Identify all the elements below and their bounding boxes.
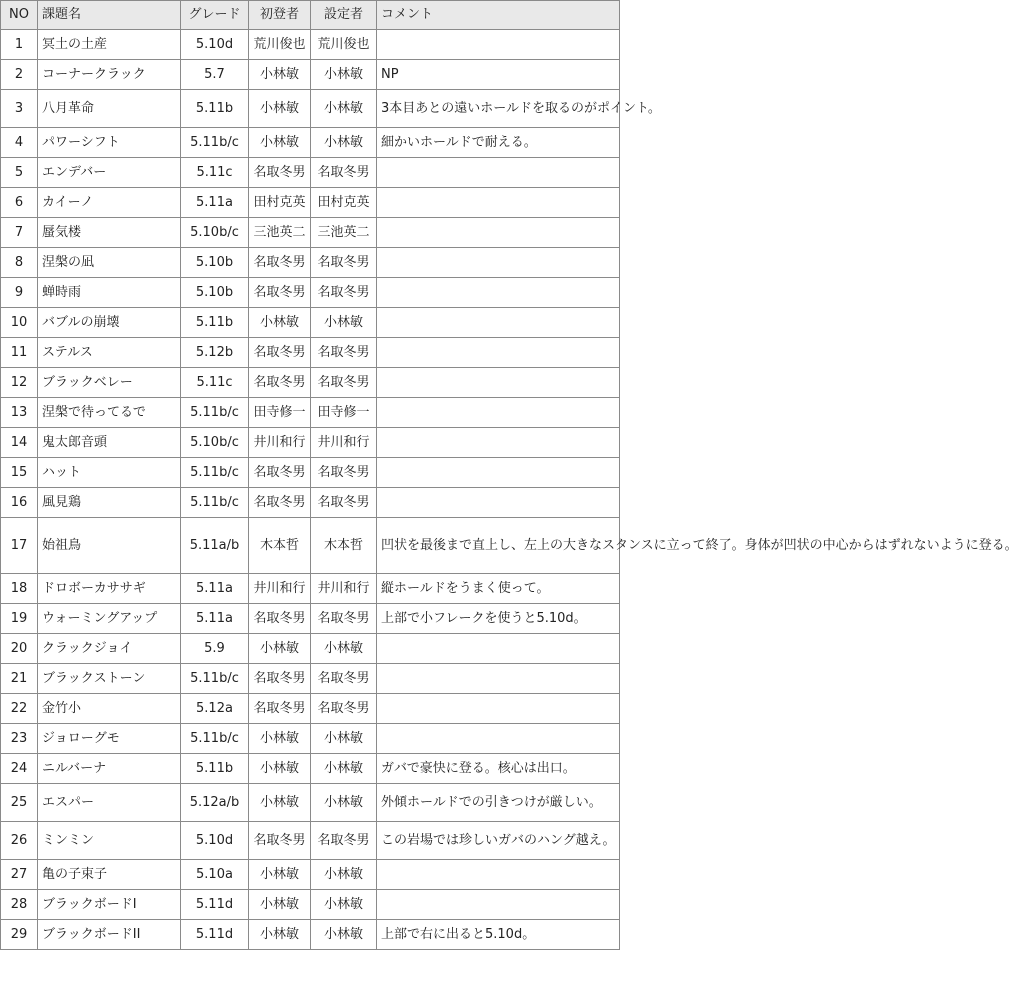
cell-comment	[377, 308, 620, 338]
cell-first-ascent: 名取冬男	[249, 368, 311, 398]
cell-first-ascent: 名取冬男	[249, 488, 311, 518]
cell-grade: 5.10b	[181, 278, 249, 308]
cell-comment	[377, 488, 620, 518]
cell-first-ascent: 小林敏	[249, 890, 311, 920]
cell-first-ascent: 小林敏	[249, 754, 311, 784]
cell-no: 17	[1, 518, 38, 574]
cell-setter: 名取冬男	[311, 822, 377, 860]
cell-route-name: ミンミン	[38, 822, 181, 860]
cell-comment: ガバで豪快に登る。核心は出口。	[377, 754, 620, 784]
cell-no: 22	[1, 694, 38, 724]
cell-first-ascent: 田寺修一	[249, 398, 311, 428]
cell-grade: 5.11b	[181, 90, 249, 128]
cell-grade: 5.10d	[181, 822, 249, 860]
cell-route-name: 蝉時雨	[38, 278, 181, 308]
cell-comment	[377, 368, 620, 398]
table-row	[1, 308, 620, 338]
cell-grade: 5.10d	[181, 30, 249, 60]
cell-no: 8	[1, 248, 38, 278]
cell-setter: 名取冬男	[311, 664, 377, 694]
table-row	[1, 338, 620, 368]
cell-first-ascent: 小林敏	[249, 90, 311, 128]
cell-first-ascent: 田村克英	[249, 188, 311, 218]
cell-comment: 外傾ホールドでの引きつけが厳しい。	[377, 784, 620, 822]
cell-first-ascent: 名取冬男	[249, 338, 311, 368]
cell-grade: 5.12a/b	[181, 784, 249, 822]
cell-setter: 小林敏	[311, 754, 377, 784]
cell-first-ascent: 井川和行	[249, 428, 311, 458]
cell-route-name: ブラックストーン	[38, 664, 181, 694]
cell-setter: 名取冬男	[311, 458, 377, 488]
cell-no: 13	[1, 398, 38, 428]
cell-no: 14	[1, 428, 38, 458]
cell-comment: NP	[377, 60, 620, 90]
cell-route-name: バブルの崩壊	[38, 308, 181, 338]
cell-comment	[377, 724, 620, 754]
cell-comment	[377, 694, 620, 724]
cell-route-name: 鬼太郎音頭	[38, 428, 181, 458]
cell-route-name: 八月革命	[38, 90, 181, 128]
cell-route-name: ニルバーナ	[38, 754, 181, 784]
cell-no: 28	[1, 890, 38, 920]
cell-setter: 名取冬男	[311, 694, 377, 724]
cell-setter: 荒川俊也	[311, 30, 377, 60]
cell-first-ascent: 荒川俊也	[249, 30, 311, 60]
cell-no: 3	[1, 90, 38, 128]
table-body	[1, 30, 1018, 950]
cell-setter: 小林敏	[311, 724, 377, 754]
table-row	[1, 920, 620, 950]
cell-grade: 5.11a	[181, 574, 249, 604]
cell-setter: 名取冬男	[311, 278, 377, 308]
cell-comment	[377, 458, 620, 488]
cell-route-name: エスパー	[38, 784, 181, 822]
table-row	[1, 784, 620, 822]
cell-route-name: クラックジョイ	[38, 634, 181, 664]
cell-no: 27	[1, 860, 38, 890]
table-header-row	[1, 1, 620, 30]
cell-setter: 小林敏	[311, 860, 377, 890]
cell-grade: 5.12a	[181, 694, 249, 724]
cell-grade: 5.11b	[181, 308, 249, 338]
cell-setter: 小林敏	[311, 784, 377, 822]
cell-first-ascent: 小林敏	[249, 860, 311, 890]
cell-grade: 5.10a	[181, 860, 249, 890]
header-no: NO	[1, 1, 38, 30]
cell-comment	[377, 188, 620, 218]
cell-no: 25	[1, 784, 38, 822]
cell-setter: 小林敏	[311, 128, 377, 158]
cell-grade: 5.11b/c	[181, 664, 249, 694]
cell-no: 7	[1, 218, 38, 248]
header-grade: グレード	[181, 1, 249, 30]
cell-comment: 縦ホールドをうまく使って。	[377, 574, 620, 604]
cell-route-name: ハット	[38, 458, 181, 488]
cell-first-ascent: 名取冬男	[249, 822, 311, 860]
cell-setter: 名取冬男	[311, 368, 377, 398]
header-comment: コメント	[377, 1, 620, 30]
cell-comment	[377, 278, 620, 308]
cell-first-ascent: 小林敏	[249, 634, 311, 664]
cell-comment	[377, 158, 620, 188]
cell-setter: 田寺修一	[311, 398, 377, 428]
cell-route-name: ドロボーカササギ	[38, 574, 181, 604]
cell-grade: 5.11b/c	[181, 458, 249, 488]
cell-comment	[377, 664, 620, 694]
table-row	[1, 188, 620, 218]
cell-route-name: 冥土の土産	[38, 30, 181, 60]
cell-grade: 5.11c	[181, 158, 249, 188]
table-row	[1, 158, 620, 188]
cell-first-ascent: 名取冬男	[249, 248, 311, 278]
cell-setter: 名取冬男	[311, 158, 377, 188]
cell-setter: 木本哲	[311, 518, 377, 574]
table-row	[1, 694, 620, 724]
cell-grade: 5.11d	[181, 890, 249, 920]
cell-grade: 5.11c	[181, 368, 249, 398]
cell-route-name: 始祖鳥	[38, 518, 181, 574]
cell-no: 5	[1, 158, 38, 188]
table-row	[1, 518, 620, 574]
cell-grade: 5.7	[181, 60, 249, 90]
cell-setter: 小林敏	[311, 60, 377, 90]
cell-first-ascent: 名取冬男	[249, 158, 311, 188]
cell-no: 11	[1, 338, 38, 368]
cell-first-ascent: 小林敏	[249, 724, 311, 754]
cell-comment	[377, 860, 620, 890]
cell-route-name: コーナークラック	[38, 60, 181, 90]
table-row	[1, 398, 620, 428]
header-route-name: 課題名	[38, 1, 181, 30]
cell-grade: 5.11b/c	[181, 724, 249, 754]
cell-grade: 5.9	[181, 634, 249, 664]
cell-first-ascent: 井川和行	[249, 574, 311, 604]
cell-comment: 細かいホールドで耐える。	[377, 128, 620, 158]
cell-route-name: ステルス	[38, 338, 181, 368]
cell-route-name: ジョローグモ	[38, 724, 181, 754]
cell-route-name: ブラックボードI	[38, 890, 181, 920]
header-first-ascent: 初登者	[249, 1, 311, 30]
cell-route-name: 涅槃で待ってるで	[38, 398, 181, 428]
cell-comment	[377, 338, 620, 368]
cell-setter: 田村克英	[311, 188, 377, 218]
cell-route-name: ブラックベレー	[38, 368, 181, 398]
cell-first-ascent: 三池英二	[249, 218, 311, 248]
cell-grade: 5.11b	[181, 754, 249, 784]
cell-comment: 上部で小フレークを使うと5.10d。	[377, 604, 620, 634]
cell-setter: 小林敏	[311, 634, 377, 664]
cell-grade: 5.11a	[181, 604, 249, 634]
table-row	[1, 634, 620, 664]
cell-no: 23	[1, 724, 38, 754]
cell-no: 15	[1, 458, 38, 488]
cell-no: 10	[1, 308, 38, 338]
cell-first-ascent: 名取冬男	[249, 278, 311, 308]
cell-comment: 3本目あとの遠いホールドを取るのがポイント。	[377, 90, 620, 128]
cell-route-name: 蜃気楼	[38, 218, 181, 248]
cell-comment: この岩場では珍しいガバのハング越え。	[377, 822, 620, 860]
cell-setter: 小林敏	[311, 890, 377, 920]
cell-no: 6	[1, 188, 38, 218]
cell-comment	[377, 218, 620, 248]
cell-first-ascent: 名取冬男	[249, 604, 311, 634]
table-row	[1, 724, 620, 754]
cell-first-ascent: 木本哲	[249, 518, 311, 574]
cell-grade: 5.10b	[181, 248, 249, 278]
table-row	[1, 754, 620, 784]
table-row	[1, 664, 620, 694]
cell-grade: 5.11a/b	[181, 518, 249, 574]
cell-no: 2	[1, 60, 38, 90]
cell-setter: 名取冬男	[311, 338, 377, 368]
cell-comment	[377, 428, 620, 458]
cell-route-name: エンデバー	[38, 158, 181, 188]
cell-first-ascent: 小林敏	[249, 60, 311, 90]
table-row	[1, 458, 620, 488]
cell-setter: 小林敏	[311, 308, 377, 338]
cell-setter: 名取冬男	[311, 604, 377, 634]
table-row	[1, 90, 620, 128]
cell-comment	[377, 248, 620, 278]
table-row	[1, 128, 620, 158]
cell-setter: 井川和行	[311, 574, 377, 604]
cell-grade: 5.11b/c	[181, 128, 249, 158]
cell-first-ascent: 小林敏	[249, 128, 311, 158]
cell-no: 4	[1, 128, 38, 158]
cell-route-name: 風見鶏	[38, 488, 181, 518]
cell-setter: 井川和行	[311, 428, 377, 458]
cell-setter: 三池英二	[311, 218, 377, 248]
table-row	[1, 218, 620, 248]
table-row	[1, 860, 620, 890]
cell-route-name: ウォーミングアップ	[38, 604, 181, 634]
cell-grade: 5.11a	[181, 188, 249, 218]
cell-no: 24	[1, 754, 38, 784]
table-row	[1, 30, 620, 60]
table-row	[1, 368, 620, 398]
cell-first-ascent: 名取冬男	[249, 694, 311, 724]
cell-first-ascent: 名取冬男	[249, 664, 311, 694]
cell-comment	[377, 398, 620, 428]
table-row	[1, 822, 620, 860]
cell-first-ascent: 小林敏	[249, 920, 311, 950]
cell-grade: 5.10b/c	[181, 428, 249, 458]
cell-route-name: カイーノ	[38, 188, 181, 218]
cell-route-name: 亀の子束子	[38, 860, 181, 890]
cell-first-ascent: 小林敏	[249, 784, 311, 822]
cell-no: 18	[1, 574, 38, 604]
cell-grade: 5.12b	[181, 338, 249, 368]
cell-no: 19	[1, 604, 38, 634]
table-row	[1, 890, 620, 920]
table-row	[1, 278, 620, 308]
cell-route-name: 涅槃の凪	[38, 248, 181, 278]
cell-grade: 5.10b/c	[181, 218, 249, 248]
table-row	[1, 604, 620, 634]
cell-no: 29	[1, 920, 38, 950]
cell-first-ascent: 名取冬男	[249, 458, 311, 488]
cell-no: 1	[1, 30, 38, 60]
cell-grade: 5.11d	[181, 920, 249, 950]
cell-grade: 5.11b/c	[181, 398, 249, 428]
cell-setter: 小林敏	[311, 90, 377, 128]
cell-no: 12	[1, 368, 38, 398]
cell-setter: 名取冬男	[311, 488, 377, 518]
cell-route-name: ブラックボードII	[38, 920, 181, 950]
table-row	[1, 428, 620, 458]
cell-grade: 5.11b/c	[181, 488, 249, 518]
cell-first-ascent: 小林敏	[249, 308, 311, 338]
cell-comment	[377, 890, 620, 920]
cell-setter: 小林敏	[311, 920, 377, 950]
table-row	[1, 574, 620, 604]
cell-route-name: 金竹小	[38, 694, 181, 724]
cell-no: 16	[1, 488, 38, 518]
cell-setter: 名取冬男	[311, 248, 377, 278]
cell-comment	[377, 634, 620, 664]
cell-no: 21	[1, 664, 38, 694]
cell-no: 9	[1, 278, 38, 308]
cell-comment: 上部で右に出ると5.10d。	[377, 920, 620, 950]
cell-comment	[377, 30, 620, 60]
cell-route-name: パワーシフト	[38, 128, 181, 158]
cell-no: 26	[1, 822, 38, 860]
table-row	[1, 488, 620, 518]
cell-comment: 凹状を最後まで直上し、左上の大きなスタンスに立って終了。身体が凹状の中心からはずれないように登る。	[377, 518, 620, 574]
table-row	[1, 60, 620, 90]
cell-no: 20	[1, 634, 38, 664]
header-setter: 設定者	[311, 1, 377, 30]
table-row	[1, 248, 620, 278]
